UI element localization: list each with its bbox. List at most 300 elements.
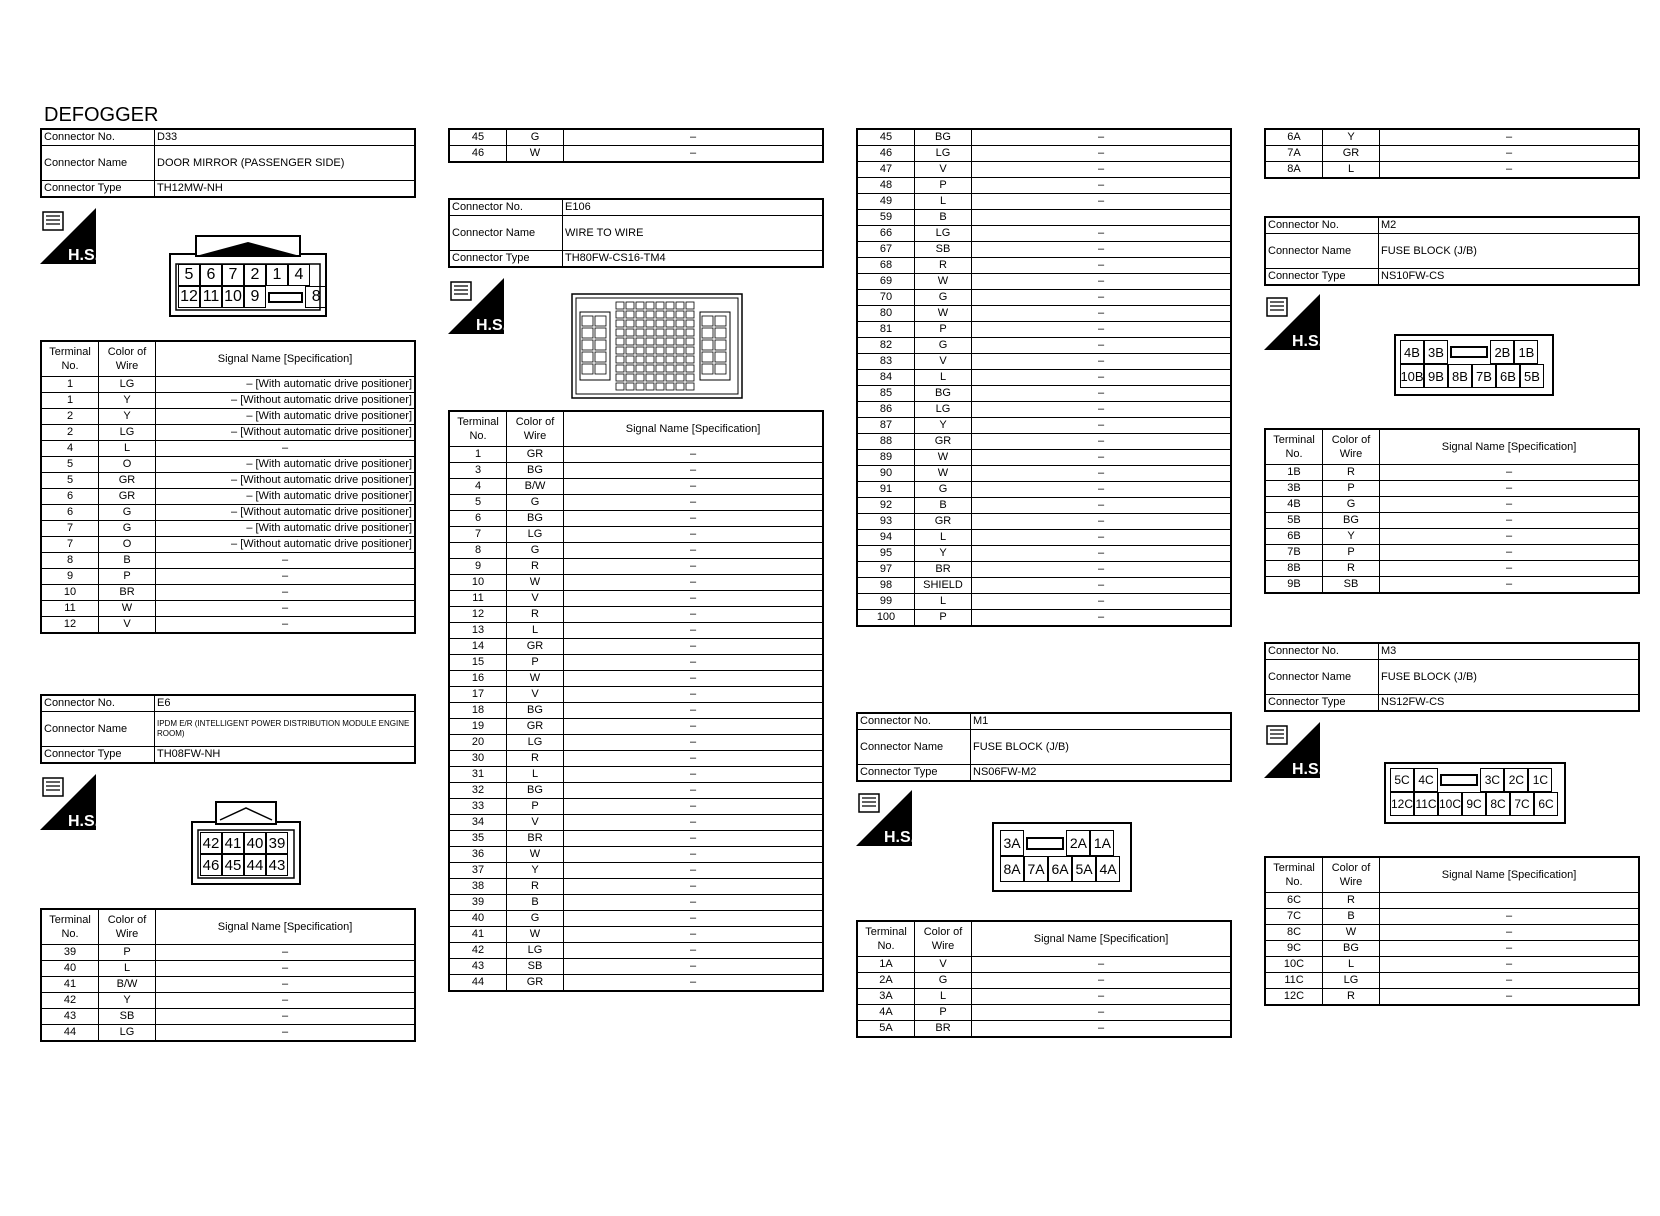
signal-name-cell: – <box>564 559 824 575</box>
connector-m2-pins <box>1400 340 1544 388</box>
wire-color-cell: O <box>99 537 156 553</box>
table-row <box>41 945 415 961</box>
table-row <box>41 425 415 441</box>
signal-name-header: Signal Name [Specification] <box>972 921 1232 957</box>
connector-no-label: Connector No. <box>1265 643 1379 660</box>
signal-name-cell: – <box>156 601 416 617</box>
connector-d33-terminals <box>40 340 416 634</box>
signal-name-cell: – <box>564 591 824 607</box>
terminal-no-cell: 90 <box>857 466 915 482</box>
wire-color-cell: G <box>915 482 972 498</box>
signal-name-cell: – <box>972 594 1232 610</box>
table-row <box>449 479 823 495</box>
table-row <box>449 623 823 639</box>
signal-name-cell: – <box>972 450 1232 466</box>
wire-color-cell: V <box>507 687 564 703</box>
terminal-no-cell: 5 <box>41 473 99 489</box>
wire-color-cell: BG <box>507 783 564 799</box>
terminal-no-cell: 98 <box>857 578 915 594</box>
terminal-no-cell: 7 <box>41 537 99 553</box>
connector-pin: 9B <box>1424 364 1448 388</box>
connector-d33-face <box>168 234 328 323</box>
signal-name-cell: – <box>564 831 824 847</box>
table-row <box>857 498 1231 514</box>
signal-name-cell: – <box>564 943 824 959</box>
wire-color-cell: LG <box>507 735 564 751</box>
signal-name-cell: – <box>564 479 824 495</box>
connector-d33-pins <box>178 264 327 308</box>
table-row <box>449 607 823 623</box>
terminal-no-cell: 41 <box>449 927 507 943</box>
wire-color-cell: Y <box>99 993 156 1009</box>
table-row <box>857 434 1231 450</box>
connector-pin: 8A <box>1000 856 1024 882</box>
terminal-no-cell: 46 <box>449 146 507 163</box>
signal-name-cell: – <box>972 530 1232 546</box>
terminal-no-cell: 93 <box>857 514 915 530</box>
table-row <box>857 466 1231 482</box>
table-row <box>449 495 823 511</box>
hs-label: H.S. <box>68 813 100 830</box>
signal-name-cell: – <box>564 911 824 927</box>
table-row <box>449 799 823 815</box>
connector-name-label: Connector Name <box>857 730 971 765</box>
hs-label: H.S. <box>1292 333 1324 350</box>
signal-name-cell: – <box>972 322 1232 338</box>
wire-color-cell: SB <box>507 959 564 975</box>
terminal-no-cell: 35 <box>449 831 507 847</box>
signal-name-cell: – <box>972 610 1232 627</box>
wire-color-cell: P <box>507 655 564 671</box>
wire-color-cell: SB <box>99 1009 156 1025</box>
table-row <box>449 575 823 591</box>
signal-name-cell: – <box>564 511 824 527</box>
connector-pin <box>1026 837 1064 850</box>
wire-color-cell: Y <box>507 863 564 879</box>
table-row <box>857 210 1231 226</box>
table-row <box>857 973 1231 989</box>
table-row <box>449 847 823 863</box>
pin-row <box>1390 768 1558 792</box>
terminal-no-header: Terminal No. <box>41 909 99 945</box>
terminal-no-cell: 12C <box>1265 989 1323 1006</box>
table-row <box>857 989 1231 1005</box>
table-row <box>41 457 415 473</box>
signal-name-cell: – <box>972 514 1232 530</box>
connector-pin: 4A <box>1096 856 1120 882</box>
signal-name-cell: – <box>156 585 416 601</box>
table-row <box>41 569 415 585</box>
wire-color-cell: Y <box>915 418 972 434</box>
table-row <box>449 447 823 463</box>
wire-color-cell: G <box>507 911 564 927</box>
signal-name-cell: – [Without automatic drive positioner] <box>156 505 416 521</box>
table-row <box>449 511 823 527</box>
connector-m3-face <box>1384 762 1566 824</box>
table-row <box>857 162 1231 178</box>
wire-color-cell: G <box>99 505 156 521</box>
wire-color-cell: W <box>915 274 972 290</box>
terminal-no-cell: 3 <box>449 463 507 479</box>
wire-color-cell: R <box>1323 989 1380 1006</box>
terminal-no-cell: 80 <box>857 306 915 322</box>
signal-name-cell: – <box>156 945 416 961</box>
color-of-wire-header: Color of Wire <box>1323 857 1380 893</box>
connector-pin: 2 <box>244 264 266 286</box>
table-row <box>857 178 1231 194</box>
terminal-no-cell: 97 <box>857 562 915 578</box>
terminal-no-cell: 11 <box>41 601 99 617</box>
terminal-no-cell: 39 <box>449 895 507 911</box>
wire-color-cell: V <box>507 815 564 831</box>
terminal-no-cell: 34 <box>449 815 507 831</box>
table-row <box>41 1025 415 1042</box>
signal-name-cell: – <box>972 498 1232 514</box>
terminal-no-cell: 2 <box>41 425 99 441</box>
terminal-no-cell: 7C <box>1265 909 1323 925</box>
terminal-no-cell: 10 <box>449 575 507 591</box>
table-row <box>857 274 1231 290</box>
signal-name-cell: – <box>972 258 1232 274</box>
connector-e6-face <box>190 800 302 891</box>
signal-name-cell: – <box>156 977 416 993</box>
terminal-no-cell: 6B <box>1265 529 1323 545</box>
connector-pin: 3C <box>1480 768 1504 792</box>
signal-name-cell: – <box>1380 941 1640 957</box>
connector-type-label: Connector Type <box>449 251 563 268</box>
wire-color-cell: L <box>99 441 156 457</box>
hs-harness-icon <box>448 278 508 334</box>
connector-pin: 10C <box>1438 792 1462 816</box>
terminal-no-cell: 9B <box>1265 577 1323 594</box>
connector-m1-terminals <box>856 920 1232 1038</box>
signal-name-cell: – <box>972 402 1232 418</box>
table-row <box>857 1005 1231 1021</box>
wire-color-cell: W <box>915 306 972 322</box>
signal-name-cell: – <box>972 194 1232 210</box>
table-row <box>41 961 415 977</box>
table-row <box>857 338 1231 354</box>
terminal-no-cell: 40 <box>449 911 507 927</box>
terminal-no-cell: 3B <box>1265 481 1323 497</box>
table-row <box>41 993 415 1009</box>
page-title: DEFOGGER <box>44 104 159 126</box>
table-row <box>1265 129 1639 146</box>
terminal-no-cell: 15 <box>449 655 507 671</box>
connector-pin: 1B <box>1514 340 1538 364</box>
connector-pin: 43 <box>266 854 288 876</box>
wire-color-cell: GR <box>915 434 972 450</box>
connector-m3-info <box>1264 642 1640 712</box>
terminal-no-cell: 36 <box>449 847 507 863</box>
terminal-no-cell: 6 <box>41 505 99 521</box>
terminal-no-cell: 11C <box>1265 973 1323 989</box>
signal-name-cell: – <box>156 553 416 569</box>
signal-name-cell: – <box>564 543 824 559</box>
table-row <box>857 258 1231 274</box>
terminal-no-cell: 42 <box>449 943 507 959</box>
wire-color-cell: G <box>915 973 972 989</box>
signal-name-cell: – <box>1380 989 1640 1006</box>
connector-m2-face <box>1394 334 1554 396</box>
connector-no-label: Connector No. <box>41 129 155 146</box>
terminal-no-cell: 89 <box>857 450 915 466</box>
wire-color-cell: P <box>915 178 972 194</box>
hs-label: H.S. <box>1292 761 1324 778</box>
table-row <box>449 975 823 992</box>
terminal-no-cell: 7 <box>449 527 507 543</box>
wire-color-cell: G <box>507 543 564 559</box>
terminal-no-cell: 69 <box>857 274 915 290</box>
connector-pin: 8C <box>1486 792 1510 816</box>
table-row <box>449 863 823 879</box>
signal-name-cell: – <box>564 751 824 767</box>
wire-color-cell: O <box>99 457 156 473</box>
connector-pin: 45 <box>222 854 244 876</box>
table-row <box>41 617 415 634</box>
terminal-no-cell: 9 <box>449 559 507 575</box>
pin-row <box>200 832 288 854</box>
wire-color-cell: GR <box>507 975 564 992</box>
pin-row <box>1000 856 1120 882</box>
wire-color-cell: LG <box>99 1025 156 1042</box>
connector-pin: 6 <box>200 264 222 286</box>
signal-name-cell: – <box>972 578 1232 594</box>
signal-name-cell: – <box>972 178 1232 194</box>
signal-name-cell <box>972 210 1232 226</box>
connector-pin: 9C <box>1462 792 1486 816</box>
table-row <box>857 322 1231 338</box>
table-row <box>1265 973 1639 989</box>
connector-pin: 4C <box>1414 768 1438 792</box>
connector-pin: 5 <box>178 264 200 286</box>
signal-name-cell: – <box>564 863 824 879</box>
wire-color-cell: P <box>99 569 156 585</box>
terminal-no-cell: 19 <box>449 719 507 735</box>
table-row <box>449 559 823 575</box>
terminal-no-cell: 7 <box>41 521 99 537</box>
table-row <box>1265 162 1639 179</box>
signal-name-cell: – <box>972 274 1232 290</box>
wire-color-cell: Y <box>99 409 156 425</box>
signal-name-cell: – <box>1380 973 1640 989</box>
signal-name-cell: – <box>1380 162 1640 179</box>
terminal-no-cell: 31 <box>449 767 507 783</box>
connector-pin: 2A <box>1066 830 1090 856</box>
connector-pin: 2C <box>1504 768 1528 792</box>
signal-name-cell: – <box>564 975 824 992</box>
terminal-no-cell: 17 <box>449 687 507 703</box>
connector-pin: 12C <box>1390 792 1414 816</box>
table-row <box>857 530 1231 546</box>
connector-name-label: Connector Name <box>1265 660 1379 695</box>
table-row <box>857 546 1231 562</box>
table-row <box>857 129 1231 146</box>
signal-name-cell: – <box>156 569 416 585</box>
terminal-no-cell: 5 <box>41 457 99 473</box>
table-row <box>857 146 1231 162</box>
terminal-no-cell: 40 <box>41 961 99 977</box>
wire-color-cell: LG <box>507 943 564 959</box>
connector-no-value: M1 <box>971 713 1232 730</box>
table-row <box>41 377 415 393</box>
table-row <box>449 943 823 959</box>
wire-color-cell: BG <box>1323 941 1380 957</box>
terminal-no-cell: 1 <box>449 447 507 463</box>
hs-label: H.S. <box>476 317 508 334</box>
connector-no-value: M2 <box>1379 217 1640 234</box>
table-row <box>857 386 1231 402</box>
wire-color-cell: BR <box>507 831 564 847</box>
table-row <box>857 957 1231 973</box>
signal-name-cell: – <box>564 927 824 943</box>
wire-color-cell: BR <box>915 1021 972 1038</box>
wire-color-cell: P <box>915 1005 972 1021</box>
wire-color-cell: B <box>507 895 564 911</box>
wire-color-cell: P <box>915 322 972 338</box>
terminal-no-cell: 92 <box>857 498 915 514</box>
signal-name-cell: – <box>972 482 1232 498</box>
wire-color-cell: W <box>1323 925 1380 941</box>
terminal-no-cell: 7B <box>1265 545 1323 561</box>
table-row <box>41 977 415 993</box>
terminal-no-header: Terminal No. <box>1265 429 1323 465</box>
terminal-no-cell: 82 <box>857 338 915 354</box>
table-row <box>1265 545 1639 561</box>
pin-row <box>200 854 288 876</box>
signal-name-cell: – <box>564 607 824 623</box>
table-row <box>449 783 823 799</box>
wire-color-cell: P <box>507 799 564 815</box>
terminal-no-cell: 8 <box>41 553 99 569</box>
signal-name-cell: – <box>564 799 824 815</box>
signal-name-cell: – <box>564 639 824 655</box>
connector-pin: 12 <box>178 286 200 308</box>
wire-color-cell: LG <box>915 226 972 242</box>
wire-color-cell: GR <box>507 639 564 655</box>
table-row <box>41 537 415 553</box>
table-row <box>857 354 1231 370</box>
signal-name-cell: – <box>564 879 824 895</box>
wire-color-cell: L <box>915 594 972 610</box>
signal-name-cell: – <box>1380 146 1640 162</box>
table-row <box>449 639 823 655</box>
table-row <box>1265 925 1639 941</box>
table-row <box>41 1009 415 1025</box>
terminal-no-cell: 3A <box>857 989 915 1005</box>
signal-name-cell: – [Without automatic drive positioner] <box>156 537 416 553</box>
wire-color-cell: L <box>1323 957 1380 973</box>
connector-pin: 41 <box>222 832 244 854</box>
table-row <box>1265 465 1639 481</box>
connector-type-value: NS06FW-M2 <box>971 765 1232 782</box>
connector-e106-face <box>570 292 744 405</box>
connector-pin <box>1450 346 1488 358</box>
terminal-no-cell: 8B <box>1265 561 1323 577</box>
connector-pin: 11C <box>1414 792 1438 816</box>
signal-name-cell: – <box>564 687 824 703</box>
connector-type-value: TH08FW-NH <box>155 747 416 764</box>
table-row <box>1265 893 1639 909</box>
connector-pin: 7 <box>222 264 244 286</box>
connector-e106-info <box>448 198 824 268</box>
terminal-no-header: Terminal No. <box>449 411 507 447</box>
terminal-no-cell: 9C <box>1265 941 1323 957</box>
terminal-no-cell: 8 <box>449 543 507 559</box>
terminal-no-cell: 83 <box>857 354 915 370</box>
terminal-no-cell: 66 <box>857 226 915 242</box>
wire-color-cell: W <box>915 466 972 482</box>
signal-name-cell: – <box>972 989 1232 1005</box>
terminal-no-cell: 95 <box>857 546 915 562</box>
signal-name-cell: – <box>972 129 1232 146</box>
wire-color-cell: G <box>507 129 564 146</box>
color-of-wire-header: Color of Wire <box>915 921 972 957</box>
signal-name-cell: – <box>972 306 1232 322</box>
connector-type-label: Connector Type <box>1265 269 1379 286</box>
wire-color-cell: GR <box>507 447 564 463</box>
terminal-no-cell: 46 <box>857 146 915 162</box>
connector-pin: 8 <box>305 286 327 308</box>
wire-color-cell: W <box>507 575 564 591</box>
wire-color-cell: Y <box>1323 529 1380 545</box>
wire-color-cell: P <box>1323 481 1380 497</box>
table-row <box>41 585 415 601</box>
wire-color-cell: R <box>507 559 564 575</box>
table-row <box>1265 941 1639 957</box>
signal-name-cell: – <box>1380 957 1640 973</box>
terminal-no-cell: 48 <box>857 178 915 194</box>
connector-m1-face <box>992 822 1132 892</box>
wire-color-cell: BG <box>1323 513 1380 529</box>
wire-color-cell: B <box>915 498 972 514</box>
connector-pin: 1 <box>266 264 288 286</box>
wire-color-cell: V <box>915 354 972 370</box>
table-row <box>449 959 823 975</box>
signal-name-cell: – <box>972 973 1232 989</box>
table-row <box>857 578 1231 594</box>
wire-color-cell: Y <box>915 546 972 562</box>
terminal-no-cell: 4 <box>41 441 99 457</box>
wire-color-cell: L <box>915 370 972 386</box>
connector-no-label: Connector No. <box>1265 217 1379 234</box>
signal-name-cell: – <box>972 1021 1232 1038</box>
terminal-no-cell: 100 <box>857 610 915 627</box>
connector-pin: 5A <box>1072 856 1096 882</box>
connector-pin: 7A <box>1024 856 1048 882</box>
signal-name-cell: – <box>972 434 1232 450</box>
terminal-no-cell: 4 <box>449 479 507 495</box>
wire-color-cell: G <box>915 338 972 354</box>
wire-color-cell: LG <box>1323 973 1380 989</box>
connector-e106-diagram <box>570 292 744 400</box>
table-row <box>1265 513 1639 529</box>
signal-name-cell: – <box>972 546 1232 562</box>
terminal-no-cell: 1A <box>857 957 915 973</box>
connector-m2-info <box>1264 216 1640 286</box>
table-row <box>449 543 823 559</box>
wire-color-cell: LG <box>915 146 972 162</box>
terminal-no-cell: 10 <box>41 585 99 601</box>
signal-name-cell: – <box>972 1005 1232 1021</box>
terminal-no-header: Terminal No. <box>857 921 915 957</box>
terminal-no-cell: 1B <box>1265 465 1323 481</box>
signal-name-cell: – <box>972 370 1232 386</box>
terminal-no-cell: 68 <box>857 258 915 274</box>
wire-color-cell: L <box>99 961 156 977</box>
connector-no-label: Connector No. <box>857 713 971 730</box>
terminal-no-cell: 44 <box>449 975 507 992</box>
